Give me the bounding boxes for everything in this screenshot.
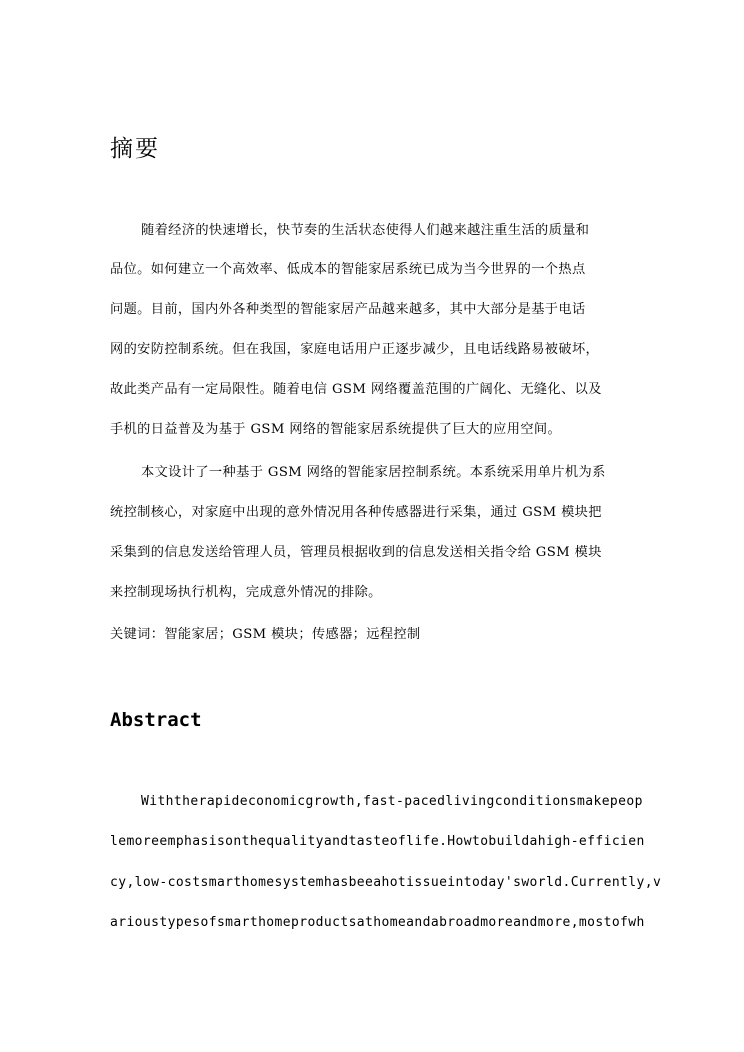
abstract-en-title: Abstract (110, 709, 202, 731)
abstract-zh-p2-line: 本文设计了一种基于 GSM 网络的智能家居控制系统。本系统采用单片机为系 (141, 465, 606, 480)
abstract-zh-p2-line: 来控制现场执行机构，完成意外情况的排除。 (110, 585, 382, 600)
abstract-en-line: lemoreemphasisonthequalityandtasteoflife.Howtobuildahigh-efficien (110, 834, 645, 849)
keywords-zh: 关键词：智能家居；GSM 模块；传感器；远程控制 (110, 627, 421, 642)
abstract-zh-p1-line: 随着经济的快速增长，快节奏的生活状态使得人们越来越注重生活的质量和 (141, 223, 590, 238)
abstract-zh-p1-line: 故此类产品有一定局限性。随着电信 GSM 网络覆盖范围的广阔化、无缝化、以及 (110, 382, 602, 397)
abstract-zh-title: 摘要 (110, 136, 160, 162)
abstract-zh-p2-line: 统控制核心，对家庭中出现的意外情况用各种传感器进行采集，通过 GSM 模块把 (110, 505, 602, 520)
abstract-en-line: cy,low-costsmarthomesystemhasbeeahotissueintoday'sworld.Currently,v (110, 875, 662, 890)
abstract-en-line: Withtherapideconomicgrowth,fast-pacedlivingconditionsmakepeop (141, 794, 643, 809)
abstract-en-line: arioustypesofsmarthomeproductsathomeandabroadmoreandmore,mostofwh (110, 915, 645, 930)
abstract-zh-p1-line: 网的安防控制系统。但在我国，家庭电话用户正逐步减少，且电话线路易被破坏， (110, 342, 600, 357)
abstract-zh-p2-line: 采集到的信息发送给管理人员，管理员根据收到的信息发送相关指令给 GSM 模块 (110, 545, 602, 560)
abstract-zh-p1-line: 问题。目前，国内外各种类型的智能家居产品越来越多，其中大部分是基于电话 (110, 302, 586, 317)
abstract-zh-p1-line: 品位。如何建立一个高效率、低成本的智能家居系统已成为当今世界的一个热点 (110, 262, 586, 277)
abstract-zh-p1-line: 手机的日益普及为基于 GSM 网络的智能家居系统提供了巨大的应用空间。 (110, 422, 562, 437)
